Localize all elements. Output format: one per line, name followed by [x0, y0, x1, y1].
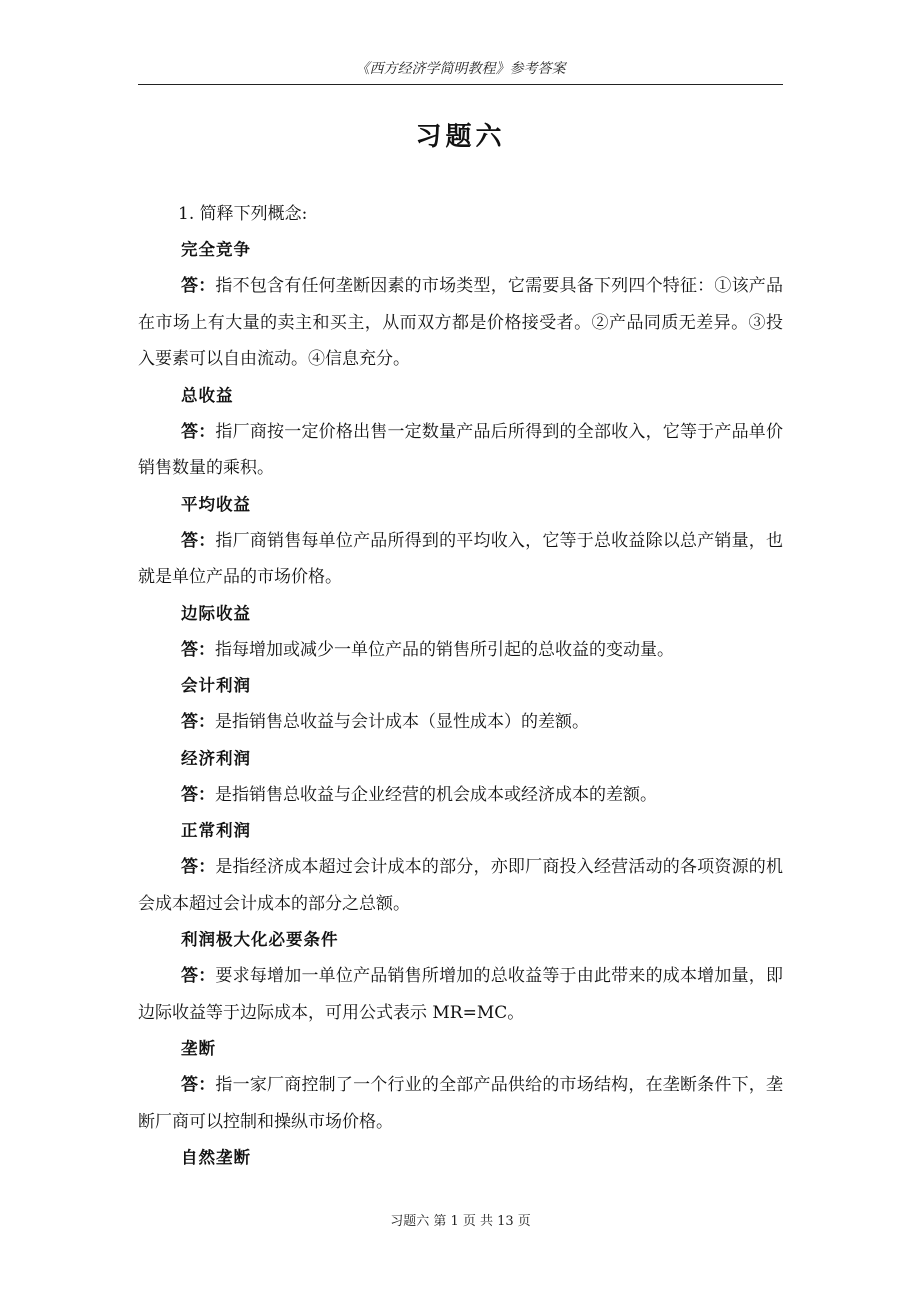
- entry-accounting-profit: [138, 668, 783, 741]
- page-footer: 习题六 第 1 页 共 13 页: [390, 1214, 531, 1229]
- answer-label: 答：: [181, 530, 216, 551]
- term-heading: 边际收益: [181, 603, 251, 623]
- running-header: 《西方经济学简明教程》参考答案: [355, 61, 566, 77]
- term-heading: 会计利润: [181, 676, 251, 695]
- answer-text: 是指销售总收益与会计成本（显性成本）的差额。: [215, 712, 589, 732]
- answer-label: 答：: [181, 639, 215, 660]
- term-heading: 平均收益: [181, 494, 251, 514]
- answer-text: 指每增加或减少一单位产品的销售所引起的总收益的变动量。: [215, 639, 674, 660]
- answer-label: 答：: [181, 1075, 216, 1095]
- term-heading: 利润极大化必要条件: [181, 930, 339, 949]
- content-body: [138, 196, 783, 1176]
- answer-text: 要求每增加一单位产品销售所增加的总收益等于由此带来的成本增加量，即边际收益等于边际成本，可用公式表示 MR=MC。: [138, 966, 784, 1023]
- answer-text: 指厂商销售每单位产品所得到的平均收入，它等于总收益除以总产销量，也就是单位产品的市场价格。: [138, 530, 784, 587]
- answer-text: 是指销售总收益与企业经营的机会成本或经济成本的差额。: [215, 784, 657, 805]
- page-title: 习题六: [415, 122, 506, 152]
- term-heading: 完全竞争: [181, 240, 251, 259]
- answer-paragraph: [138, 777, 783, 814]
- answer-paragraph: [138, 1067, 783, 1140]
- answer-paragraph: [138, 958, 783, 1031]
- entry-total-revenue: [138, 378, 783, 487]
- answer-text: 指厂商按一定价格出售一定数量产品后所得到的全部收入，它等于产品单价销售数量的乘积。: [138, 421, 784, 478]
- term-heading: 总收益: [181, 385, 234, 405]
- answer-text: 是指经济成本超过会计成本的部分，亦即厂商投入经营活动的各项资源的机会成本超过会计成本的部分之总额。: [138, 857, 784, 914]
- term-heading: 经济利润: [181, 748, 251, 768]
- term-heading: 自然垄断: [181, 1148, 251, 1167]
- entry-average-revenue: [138, 487, 783, 596]
- answer-paragraph: [138, 268, 783, 378]
- answer-label: 答：: [181, 276, 216, 296]
- entry-natural-monopoly: [138, 1140, 783, 1176]
- answer-label: 答：: [181, 966, 216, 986]
- entry-profit-max-condition: [138, 922, 783, 1031]
- entry-marginal-revenue: [138, 596, 783, 669]
- entry-monopoly: [138, 1031, 783, 1140]
- question-intro: 1. 简释下列概念:: [178, 204, 308, 224]
- answer-paragraph: [138, 414, 783, 487]
- entry-economic-profit: [138, 741, 783, 814]
- answer-paragraph: [138, 632, 783, 669]
- answer-label: 答：: [181, 712, 215, 732]
- entry-perfect-competition: [138, 232, 783, 378]
- answer-text: 指不包含有任何垄断因素的市场类型，它需要具备下列四个特征：①该产品在市场上有大量的卖主和买主，从而双方都是价格接受者。②产品同质无差异。③投入要素可以自由流动。④信息充分。: [138, 276, 784, 369]
- answer-label: 答：: [181, 421, 216, 442]
- answer-label: 答：: [181, 784, 215, 805]
- header-rule: [138, 84, 783, 85]
- answer-text: 指一家厂商控制了一个行业的全部产品供给的市场结构，在垄断条件下，垄断厂商可以控制和操纵市场价格。: [138, 1075, 784, 1132]
- entry-normal-profit: [138, 813, 783, 922]
- answer-paragraph: [138, 523, 783, 596]
- answer-paragraph: [138, 849, 783, 922]
- answer-label: 答：: [181, 857, 216, 877]
- answer-paragraph: [138, 704, 783, 741]
- term-heading: 正常利润: [181, 821, 251, 840]
- term-heading: 垄断: [181, 1039, 216, 1058]
